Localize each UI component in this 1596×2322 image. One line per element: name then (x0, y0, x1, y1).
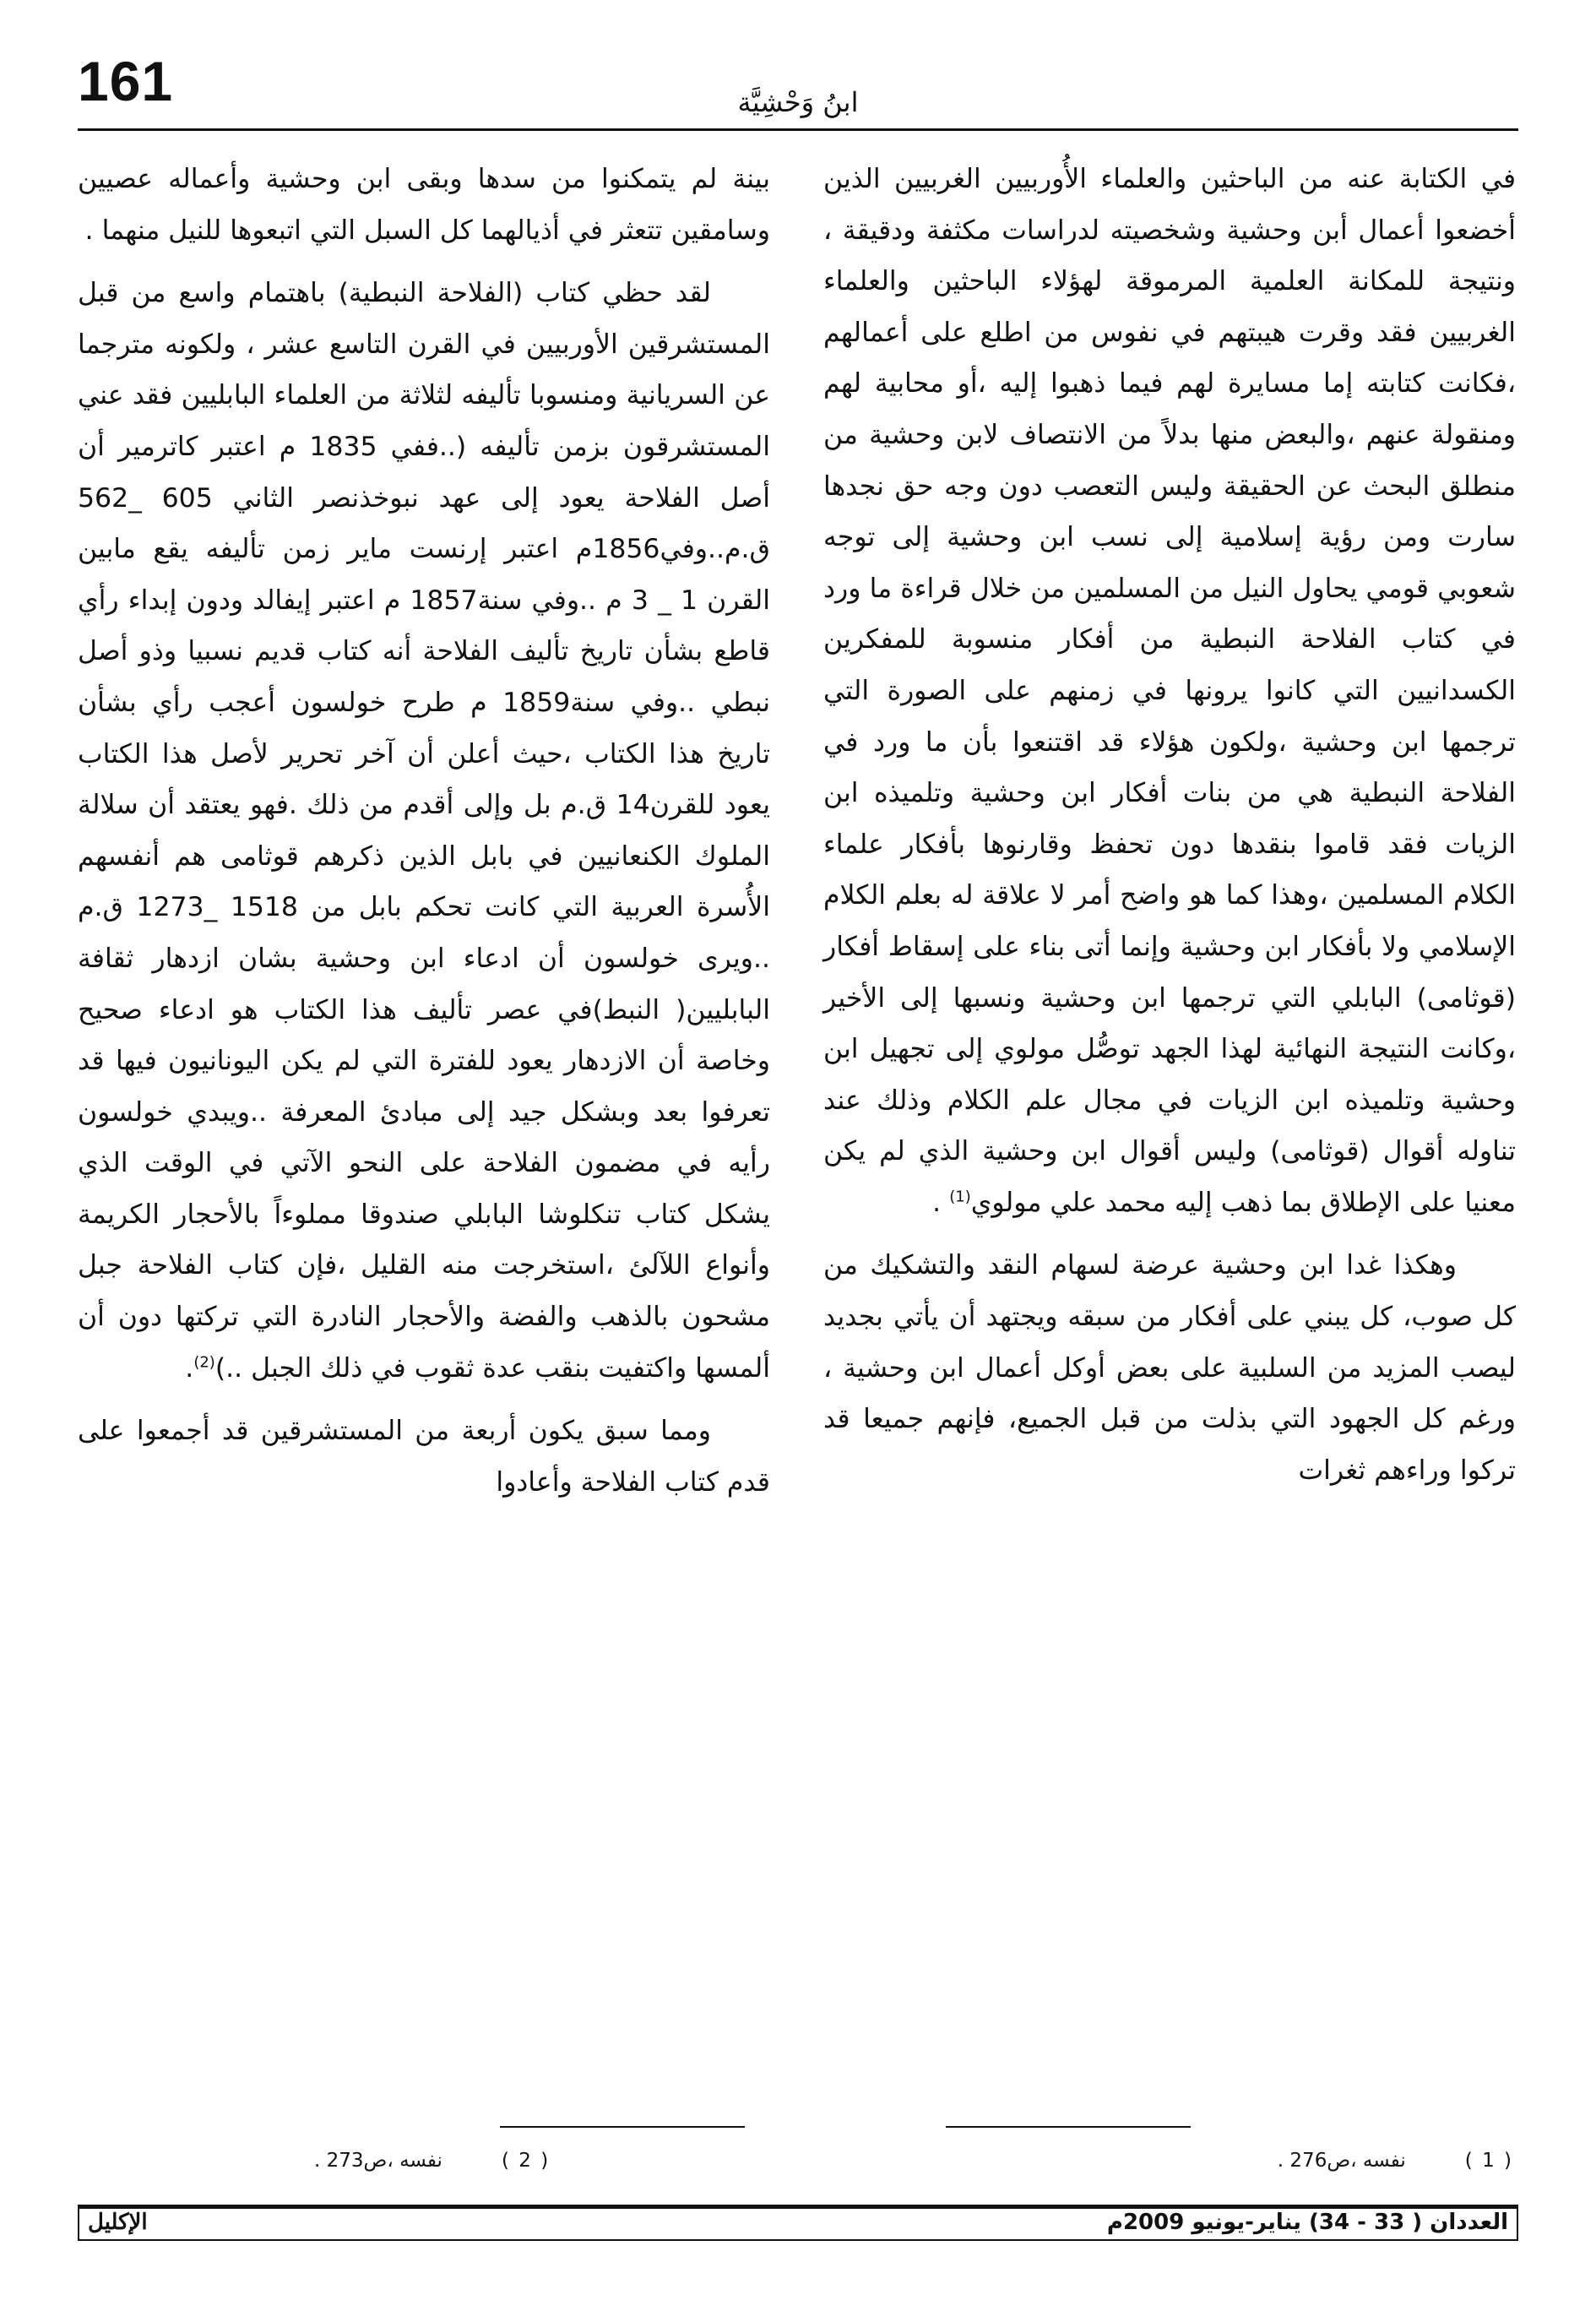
footnote-2 (314, 2150, 550, 2172)
footnote-number: ( 1 ) (1464, 2150, 1513, 2172)
right-column (823, 154, 1516, 1496)
footer-bar (78, 2205, 1518, 2241)
paragraph-end: . (932, 1187, 950, 1218)
paragraph-text: وهكذا غدا ابن وحشية عرضة لسهام النقد والتشكيك من كل صوب، كل يبني على أفكار من سبقه ويجتهد أن يأتي بجديد ليصب المزيد من السلبية على بعض أوكل أعمال ابن وحشية ، ورغم كل الجهود التي بذلت من قبل الجميع، فإنهم جميعا قد تركوا وراءهم ثغرات (823, 1250, 1516, 1486)
paragraph-text: بينة لم يتمكنوا من سدها وبقى ابن وحشية وأعماله عصيين وسامقين تتعثر في أذيالهما كل السبل التي اتبعوها للنيل منهما . (78, 164, 770, 246)
paragraph (78, 1406, 770, 1508)
footnote-text: نفسه ،ص273 . (314, 2150, 442, 2172)
paragraph-end: . (185, 1352, 194, 1384)
paragraph-text: ومما سبق يكون أربعة من المستشرقين قد أجمعوا على قدم كتاب الفلاحة وأعادوا (78, 1416, 770, 1498)
paragraph-text: لقد حظي كتاب (الفلاحة النبطية) باهتمام واسع من قبل المستشرقين الأوربيين في القرن التاسع عشر ، ولكونه مترجما عن السريانية ومنسوبا تأليفه لثلاثة من العلماء البابليين فقد عني المستشرقون بزمن تأليفه (..ففي 1835 م اعتبر كاترمير أن أصل الفلاحة يعود إلى عهد نبوخذنصر الثاني 605 _562 ق.م..وفي1856م اعتبر إرنست ماير زمن تأليفه يقع مابين القرن 1 _ 3 م ..وفي سنة1857 م اعتبر إيفالد ودون إبداء رأي قاطع بشأن تاريخ تأليف الفلاحة أنه كتاب قديم نسبيا وذو أصل نبطي ..وفي سنة1859 م طرح خولسون أعجب رأي بشأن تاريخ هذا الكتاب ،حيث أعلن أن آخر تحرير لأصل هذا الكتاب يعود للقرن14 ق.م بل وإلى أقدم من ذلك .فهو يعتقد أن سلالة الملوك الكنعانيين في بابل الذين ذكرهم قوثامى هم أنفسهم الأُسرة العربية التي كانت تحكم بابل من 1518 _1273 ق.م ..ويرى خولسون أن ادعاء ابن وحشية بشان ازدهار ثقافة البابليين( النبط)في عصر تأليف هذا الكتاب هو ادعاء صحيح وخاصة أن الازدهار يعود للفترة التي لم يكن اليونانيون فيها قد تعرفوا بعد وبشكل جيد إلى مبادئ المعرفة ..ويبدي خولسون رأيه في مضمون الفلاحة على النحو الآتي في الوقت الذي يشكل كتاب تنكلوشا البابلي صندوقا مملوءاً بالأحجار الكريمة وأنواع اللآلئ ،استخرجت منه القليل ،فإن كتاب الفلاحة جبل مشحون بالذهب والفضة والأحجار النادرة التي تركتها دون أن ألمسها واكتفيت بنقب عدة ثقوب في ذلك الجبل ..) (78, 278, 771, 1384)
paragraph (78, 154, 770, 256)
footnote-1 (1278, 2150, 1513, 2172)
footnote-number: ( 2 ) (501, 2150, 551, 2172)
issue-info: العددان ( 33 - 34) يناير-يونيو 2009م (1106, 2210, 1508, 2235)
footnote-ref: (1) (949, 1188, 971, 1206)
footnote-text: نفسه ،ص276 . (1277, 2150, 1406, 2172)
header-divider (78, 128, 1518, 131)
paragraph (78, 268, 770, 1394)
footnote-divider (500, 2126, 745, 2128)
paragraph (823, 1240, 1516, 1496)
magazine-logo: الإكليل (88, 2210, 148, 2235)
page-number: 161 (78, 50, 174, 112)
paragraph-text: في الكتابة عنه من الباحثين والعلماء الأُوربيين الغربيين الذين أخضعوا أعمال أبن وحشية وشخصيته لدراسات مكثفة ودقيقة ، ونتيجة للمكانة العلمية المرموقة لهؤلاء الباحثين والعلماء الغربيين فقد وقرت هيبتهم في نفوس من اطلع على أعمالهم ،فكانت كتابته إما مسايرة لهم فيما ذهبوا إليه ،أو محابية لهم ومنقولة عنهم ،والبعض منها بدلاً من الانتصاف لابن وحشية من منطلق البحث عن الحقيقة وليس التعصب دون وجه حق نجدها سارت ومن رؤية إسلامية إلى نسب ابن وحشية إلى توجه شعوبي قومي يحاول النيل من المسلمين من خلال قراءة ما ورد في كتاب الفلاحة النبطية من أفكار منسوبة للمفكرين الكسدانيين التي كانوا يرونها في زمنهم على الصورة التي ترجمها ابن وحشية ،ولكون هؤلاء قد اقتنعوا بأن ما ورد في الفلاحة النبطية هي من بنات أفكار ابن وحشية وتلميذه ابن الزيات فقد قاموا بنقدها دون تحفظ وقارنوها بأفكار علماء الكلام المسلمين ،وهذا كما هو واضح أمر لا علاقة له بعلم الكلام الإسلامي ولا بأفكار ابن وحشية وإنما أتى بناء على إسقاط أفكار (قوثامى) البابلي التي ترجمها ابن وحشية ونسبها إلى الأخير ،وكانت النتيجة النهائية لهذا الجهد توصُّل مولوي إلى تجهيل ابن وحشية وتلميذه ابن الزيات في مجال علم الكلام وذلك عند تناوله أقوال (قوثامى) وليس أقوال ابن وحشية الذي لم يكن معنيا على الإطلاق بما ذهب إليه محمد علي مولوي (823, 164, 1516, 1218)
running-title: ابنُ وَحْشِيَّة (737, 86, 859, 118)
footnote-divider (946, 2126, 1191, 2128)
paragraph (823, 154, 1516, 1228)
footnote-ref: (2) (193, 1353, 215, 1372)
left-column (78, 154, 770, 1508)
